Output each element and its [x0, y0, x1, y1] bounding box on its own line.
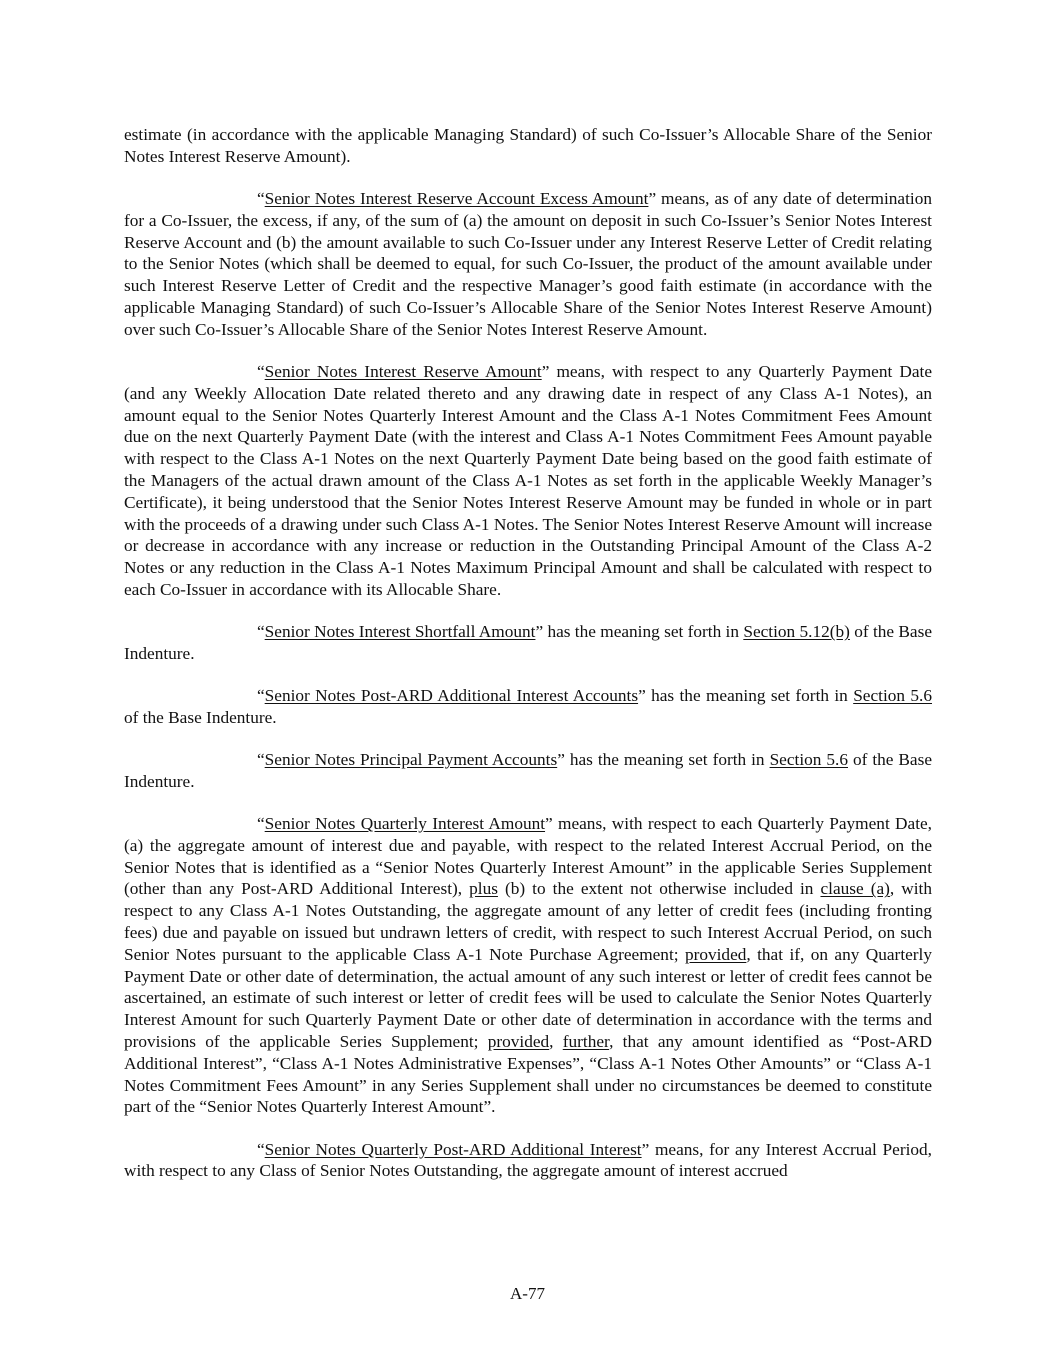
page-number: A-77 — [510, 1284, 545, 1303]
paragraph-text: “ — [257, 622, 265, 642]
definition-paragraph-quarterly-post-ard-additional-interest — [124, 1139, 932, 1183]
underlined-term: provided — [684, 944, 747, 964]
definition-paragraph-quarterly-interest-amount — [124, 813, 932, 1118]
paragraph-text: estimate (in accordance with the applicable Managing Standard) of such Co-Issuer’s Allocable Share of the Senior Notes Interest Reserve Amount). — [124, 125, 932, 166]
definition-paragraph-interest-reserve-amount — [124, 361, 932, 601]
paragraph-text: “ — [257, 814, 265, 834]
definition-paragraph-interest-shortfall-amount — [124, 621, 932, 665]
paragraph-text: , with respect to any Class A-1 Notes Outstanding, the aggregate amount of any letter of credit fees (including fronting fees) due and payable on issued but undrawn letters of credit, with respect to such Interest Accrual Period, on such Senior Notes pursuant to the applicable Class A-1 Note Purchase Agreement; — [124, 879, 932, 964]
paragraph-text: , — [549, 1032, 563, 1052]
paragraph-text: (b) to the extent not otherwise included in — [497, 879, 821, 899]
underlined-term: Senior Notes Principal Payment Accounts — [264, 750, 558, 770]
underlined-term: Senior Notes Interest Reserve Account Excess Amount — [264, 188, 649, 208]
paragraph-text: “ — [257, 188, 265, 208]
underlined-term: plus — [469, 879, 498, 899]
definition-paragraph-post-ard-additional-interest-accounts — [124, 685, 932, 729]
paragraph-text: , that if, on any Quarterly Payment Date or other date of determination, the actual amount of any such interest or letter of credit fees cannot be ascertained, an estimate of such interest or letter of credit fees will be used to calculate the Senior Notes Quarterly Interest Amount for such Quarterly Payment Date or other date of determination in accordance with the terms and provisions of the applicable Series Supplement; — [124, 944, 932, 1052]
underlined-term: Section 5.12(b) — [743, 622, 850, 642]
paragraph-text: ” means, for any Interest Accrual Period, with respect to any Class of Senior Notes Outstanding, the aggregate amount of interest accrued — [124, 1139, 932, 1181]
paragraph-text: ” means, with respect to any Quarterly Payment Date (and any Weekly Allocation Date related thereto and any drawing date in respect of any Class A-1 Notes), an amount equal to the Senior Notes Quarterly Interest Amount and the Class A-1 Notes Commitment Fees Amount due on the next Quarterly Payment Date (with the interest and Class A-1 Notes Commitment Fees Amount payable with respect to the Class A-1 Notes on the next Quarterly Payment Date being based on the good faith estimate of the Managers of the actual drawn amount of the Class A-1 Notes as set forth in the applicable Weekly Manager’s Certificate), it being understood that the Senior Notes Interest Reserve Amount may be funded in whole or in part with the proceeds of a drawing under such Class A-1 Notes. The Senior Notes Interest Reserve Amount will increase or decrease in accordance with any increase or reduction in the Outstanding Principal Amount of the Class A-2 Notes or any reduction in the Class A-1 Notes Maximum Principal Amount and shall be calculated with respect to each Co-Issuer in accordance with its Allocable Share. — [124, 361, 932, 599]
underlined-term: Senior Notes Quarterly Interest Amount — [264, 814, 546, 834]
underlined-term: Section 5.6 — [853, 686, 932, 706]
underlined-term: clause (a) — [820, 879, 890, 899]
paragraph-text: “ — [257, 1139, 265, 1159]
definition-paragraph-principal-payment-accounts — [124, 749, 932, 793]
underlined-term: Senior Notes Interest Reserve Amount — [264, 361, 542, 381]
paragraph-text: , that any amount identified as “Post-ARD Additional Interest”, “Class A-1 Notes Administrative Expenses”, “Class A-1 Notes Other Amounts” or “Class A-1 Notes Commitment Fees Amount” in any Series Supplement shall under no circumstances be deemed to constitute part of the “Senior Notes Quarterly Interest Amount”. — [124, 1032, 933, 1117]
underlined-term: Senior Notes Post-ARD Additional Interest Accounts — [264, 686, 639, 706]
underlined-term: provided — [487, 1032, 550, 1052]
underlined-term: Senior Notes Quarterly Post-ARD Additional Interest — [264, 1139, 642, 1159]
paragraph-text: of the Base Indenture. — [124, 707, 277, 727]
paragraph-text: “ — [257, 361, 265, 381]
document-body — [124, 124, 932, 1203]
paragraph-text: “ — [257, 686, 265, 706]
underlined-term: further — [562, 1032, 610, 1052]
definition-paragraph-continuation — [124, 124, 932, 168]
paragraph-text: “ — [257, 750, 265, 770]
paragraph-text: ” means, with respect to each Quarterly Payment Date, (a) the aggregate amount of interest due and payable, with respect to the related Interest Accrual Period, on the Senior Notes that is identified as a “Senior Notes Quarterly Interest Amount” in the applicable Series Supplement (other than any Post-ARD Additional Interest), — [124, 814, 932, 899]
underlined-term: Section 5.6 — [769, 750, 848, 770]
underlined-term: Senior Notes Interest Shortfall Amount — [264, 622, 536, 642]
paragraph-text: ” means, as of any date of determination for a Co-Issuer, the excess, if any, of the sum of (a) the amount on deposit in such Co-Issuer’s Senior Notes Interest Reserve Account and (b) the amount available to such Co-Issuer under any Interest Reserve Letter of Credit relating to the Senior Notes (which shall be deemed to equal, for such Co-Issuer, the product of the amount available under such Interest Reserve Letter of Credit and the respective Manager’s good faith estimate (in accordance with the applicable Managing Standard) of such Co-Issuer’s Allocable Share of the Senior Notes Interest Reserve Amount) over such Co-Issuer’s Allocable Share of the Senior Notes Interest Reserve Amount. — [124, 188, 932, 339]
paragraph-text: ” has the meaning set forth in — [557, 750, 770, 770]
paragraph-text: ” has the meaning set forth in — [535, 622, 744, 642]
paragraph-text: ” has the meaning set forth in — [638, 686, 854, 706]
paragraph-text: of the Base Indenture. — [124, 750, 933, 791]
paragraph-text: of the Base Indenture. — [124, 622, 932, 663]
definition-paragraph-reserve-account-excess-amount — [124, 188, 932, 341]
